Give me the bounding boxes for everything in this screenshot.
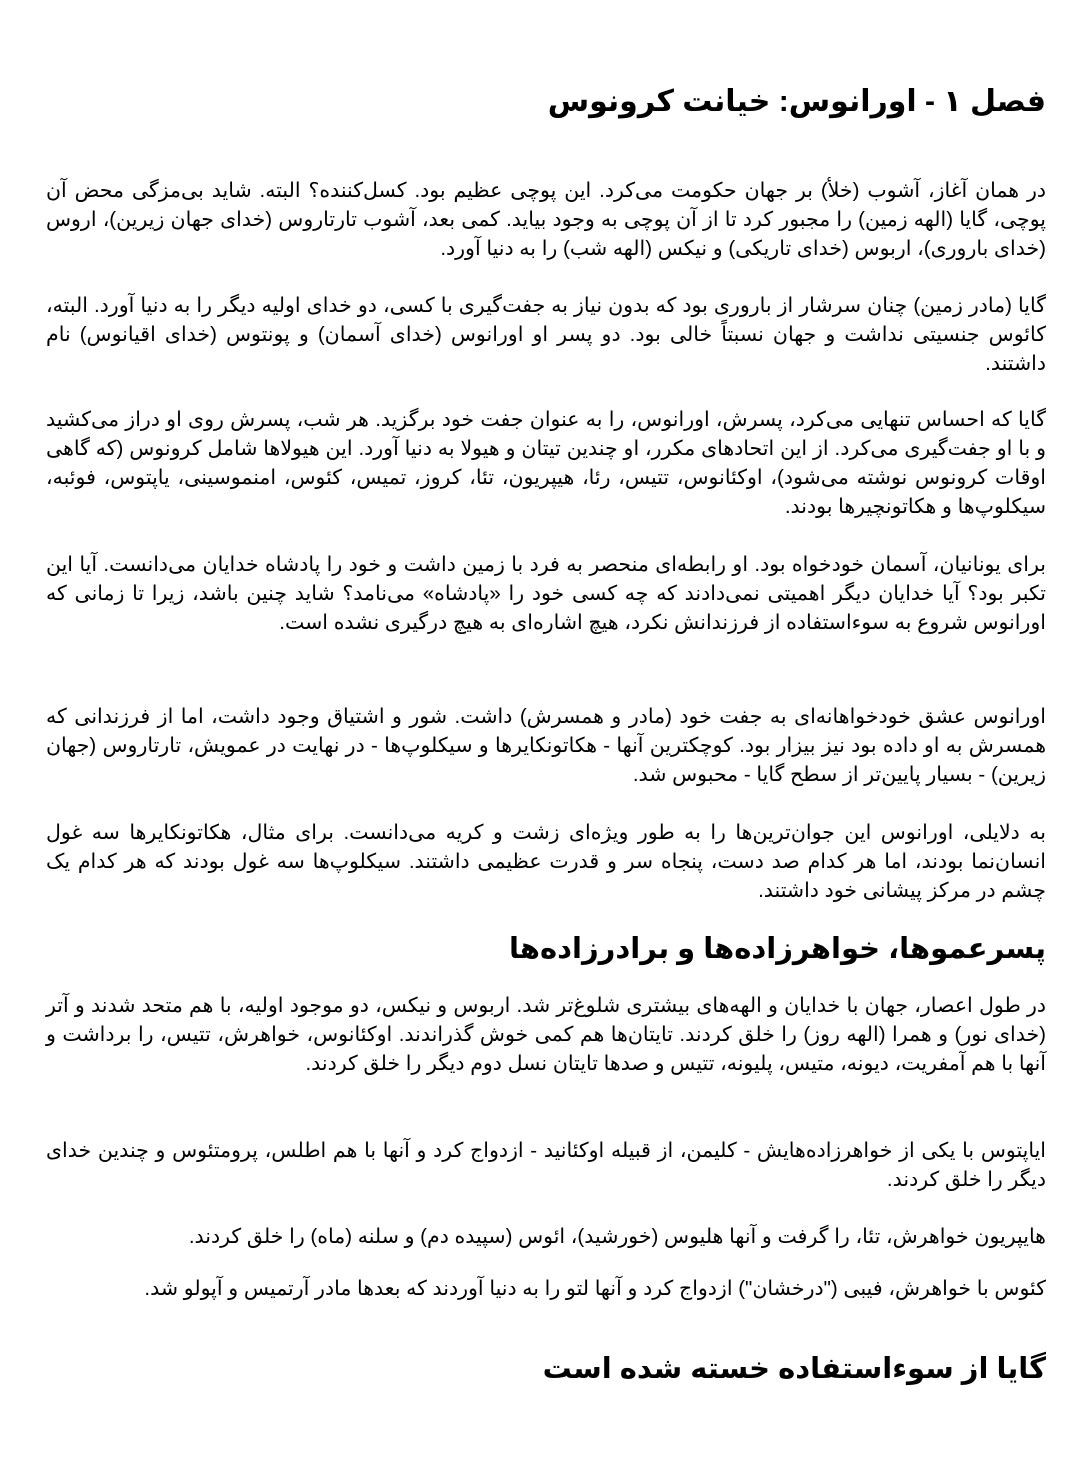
paragraph: برای یونانیان، آسمان خودخواه بود. او رابطه‌ای منحصر به فرد با زمین داشت و خود را پادشاه خدایان می‌دانست. آیا این تکبر بود؟ آیا خدایان دیگر اهمیتی نمی‌دادند که چه کسی خود را «پادشاه» می‌نامد؟ شاید چنین باشد، زیرا تا زمانی که اورانوس شروع به سوءاستفاده از فرزندانش نکرد، هیچ اشاره‌ای به هیچ درگیری نشده است. — [46, 553, 1046, 634]
paragraph: به دلایلی، اورانوس این جوان‌ترین‌ها را به طور ویژه‌ای زشت و کریه می‌دانست. برای مثال، هکاتونکایرها سه غول انسان‌نما بودند، اما هر کدام صد دست، پنجاه سر و قدرت عظیمی داشتند. سیکلوپ‌ها سه غول بودند که هر کدام یک چشم در مرکز پیشانی خود داشتند. — [46, 821, 1046, 902]
section-heading: گایا از سوءاستفاده خسته شده است — [542, 1353, 1046, 1385]
paragraph: ایاپتوس با یکی از خواهرزاده‌هایش - کلیمن، از قبیله اوکئانید - ازدواج کرد و آنها با هم اطلس، پرومتئوس و چندین خدای دیگر را خلق کردند. — [46, 1139, 1046, 1191]
section-heading: پسرعموها، خواهرزاده‌ها و برادرزاده‌ها — [509, 933, 1046, 965]
paragraph: گایا (مادر زمین) چنان سرشار از باروری بود که بدون نیاز به جفت‌گیری با کسی، دو خدای اولیه دیگر را به دنیا آورد. البته، کائوس جنسیتی نداشت و جهان نسبتاً خالی بود. دو پسر او اورانوس (خدای آسمان) و پونتوس (خدای اقیانوس) نام داشتند. — [46, 294, 1046, 375]
paragraph: در همان آغاز، آشوب (خلأ) بر جهان حکومت می‌کرد. این پوچی عظیم بود. کسل‌کننده؟ البته. شاید بی‌مزگی محض آن پوچی، گایا (الهه زمین) را مجبور کرد تا از آن پوچی به وجود بیاید. کمی بعد، آشوب تارتاروس (خدای جهان زیرین)، اروس (خدای باروری)، اربوس (خدای تاریکی) و نیکس (الهه شب) را به دنیا آورد. — [46, 179, 1046, 260]
paragraph: گایا که احساس تنهایی می‌کرد، پسرش، اورانوس، را به عنوان جفت خود برگزید. هر شب، پسرش روی او دراز می‌کشید و با او جفت‌گیری می‌کرد. از این اتحادهای مکرر، او چندین تیتان و هیولا به دنیا آورد. این هیولاها شامل کرونوس (که گاهی اوقات کرونوس نوشته می‌شود)، اوکئانوس، تتیس، رئا، هیپریون، تئا، کروز، تمیس، کئوس، امنموسینی، یاپتوس، فوئبه، سیکلوپ‌ها و هکاتونچیرها بودند. — [46, 408, 1046, 518]
paragraph: هایپریون خواهرش، تئا، را گرفت و آنها هلیوس (خورشید)، ائوس (سپیده دم) و سلنه (ماه) را خلق کردند. — [188, 1225, 1046, 1248]
paragraph: کئوس با خواهرش، فیبی ("درخشان") ازدواج کرد و آنها لتو را به دنیا آوردند که بعدها مادر آرتمیس و آپولو شد. — [144, 1277, 1046, 1300]
chapter-title: فصل ۱ - اورانوس: خیانت کرونوس — [547, 85, 1046, 118]
paragraph: اورانوس عشق خودخواهانه‌ای به جفت خود (مادر و همسرش) داشت. شور و اشتیاق وجود داشت، اما از فرزندانی که همسرش به او داده بود نیز بیزار بود. کوچکترین آنها - هکاتونکایرها و سیکلوپ‌ها - در نهایت در عمویش، تارتاروس (جهان زیرین) - بسیار پایین‌تر از سطح گایا - محبوس شد. — [46, 705, 1046, 786]
paragraph: در طول اعصار، جهان با خدایان و الهه‌های بیشتری شلوغ‌تر شد. اربوس و نیکس، دو موجود اولیه، با هم متحد شدند و آتر (خدای نور) و همرا (الهه روز) را خلق کردند. تایتان‌ها هم کمی خوش گذراندند. اوکئانوس، خواهرش، تتیس، را برداشت و آنها با هم آمفریت، دیونه، متیس، پلیونه، تتیس و صدها تایتان نسل دوم دیگر را خلق کردند. — [46, 994, 1046, 1075]
